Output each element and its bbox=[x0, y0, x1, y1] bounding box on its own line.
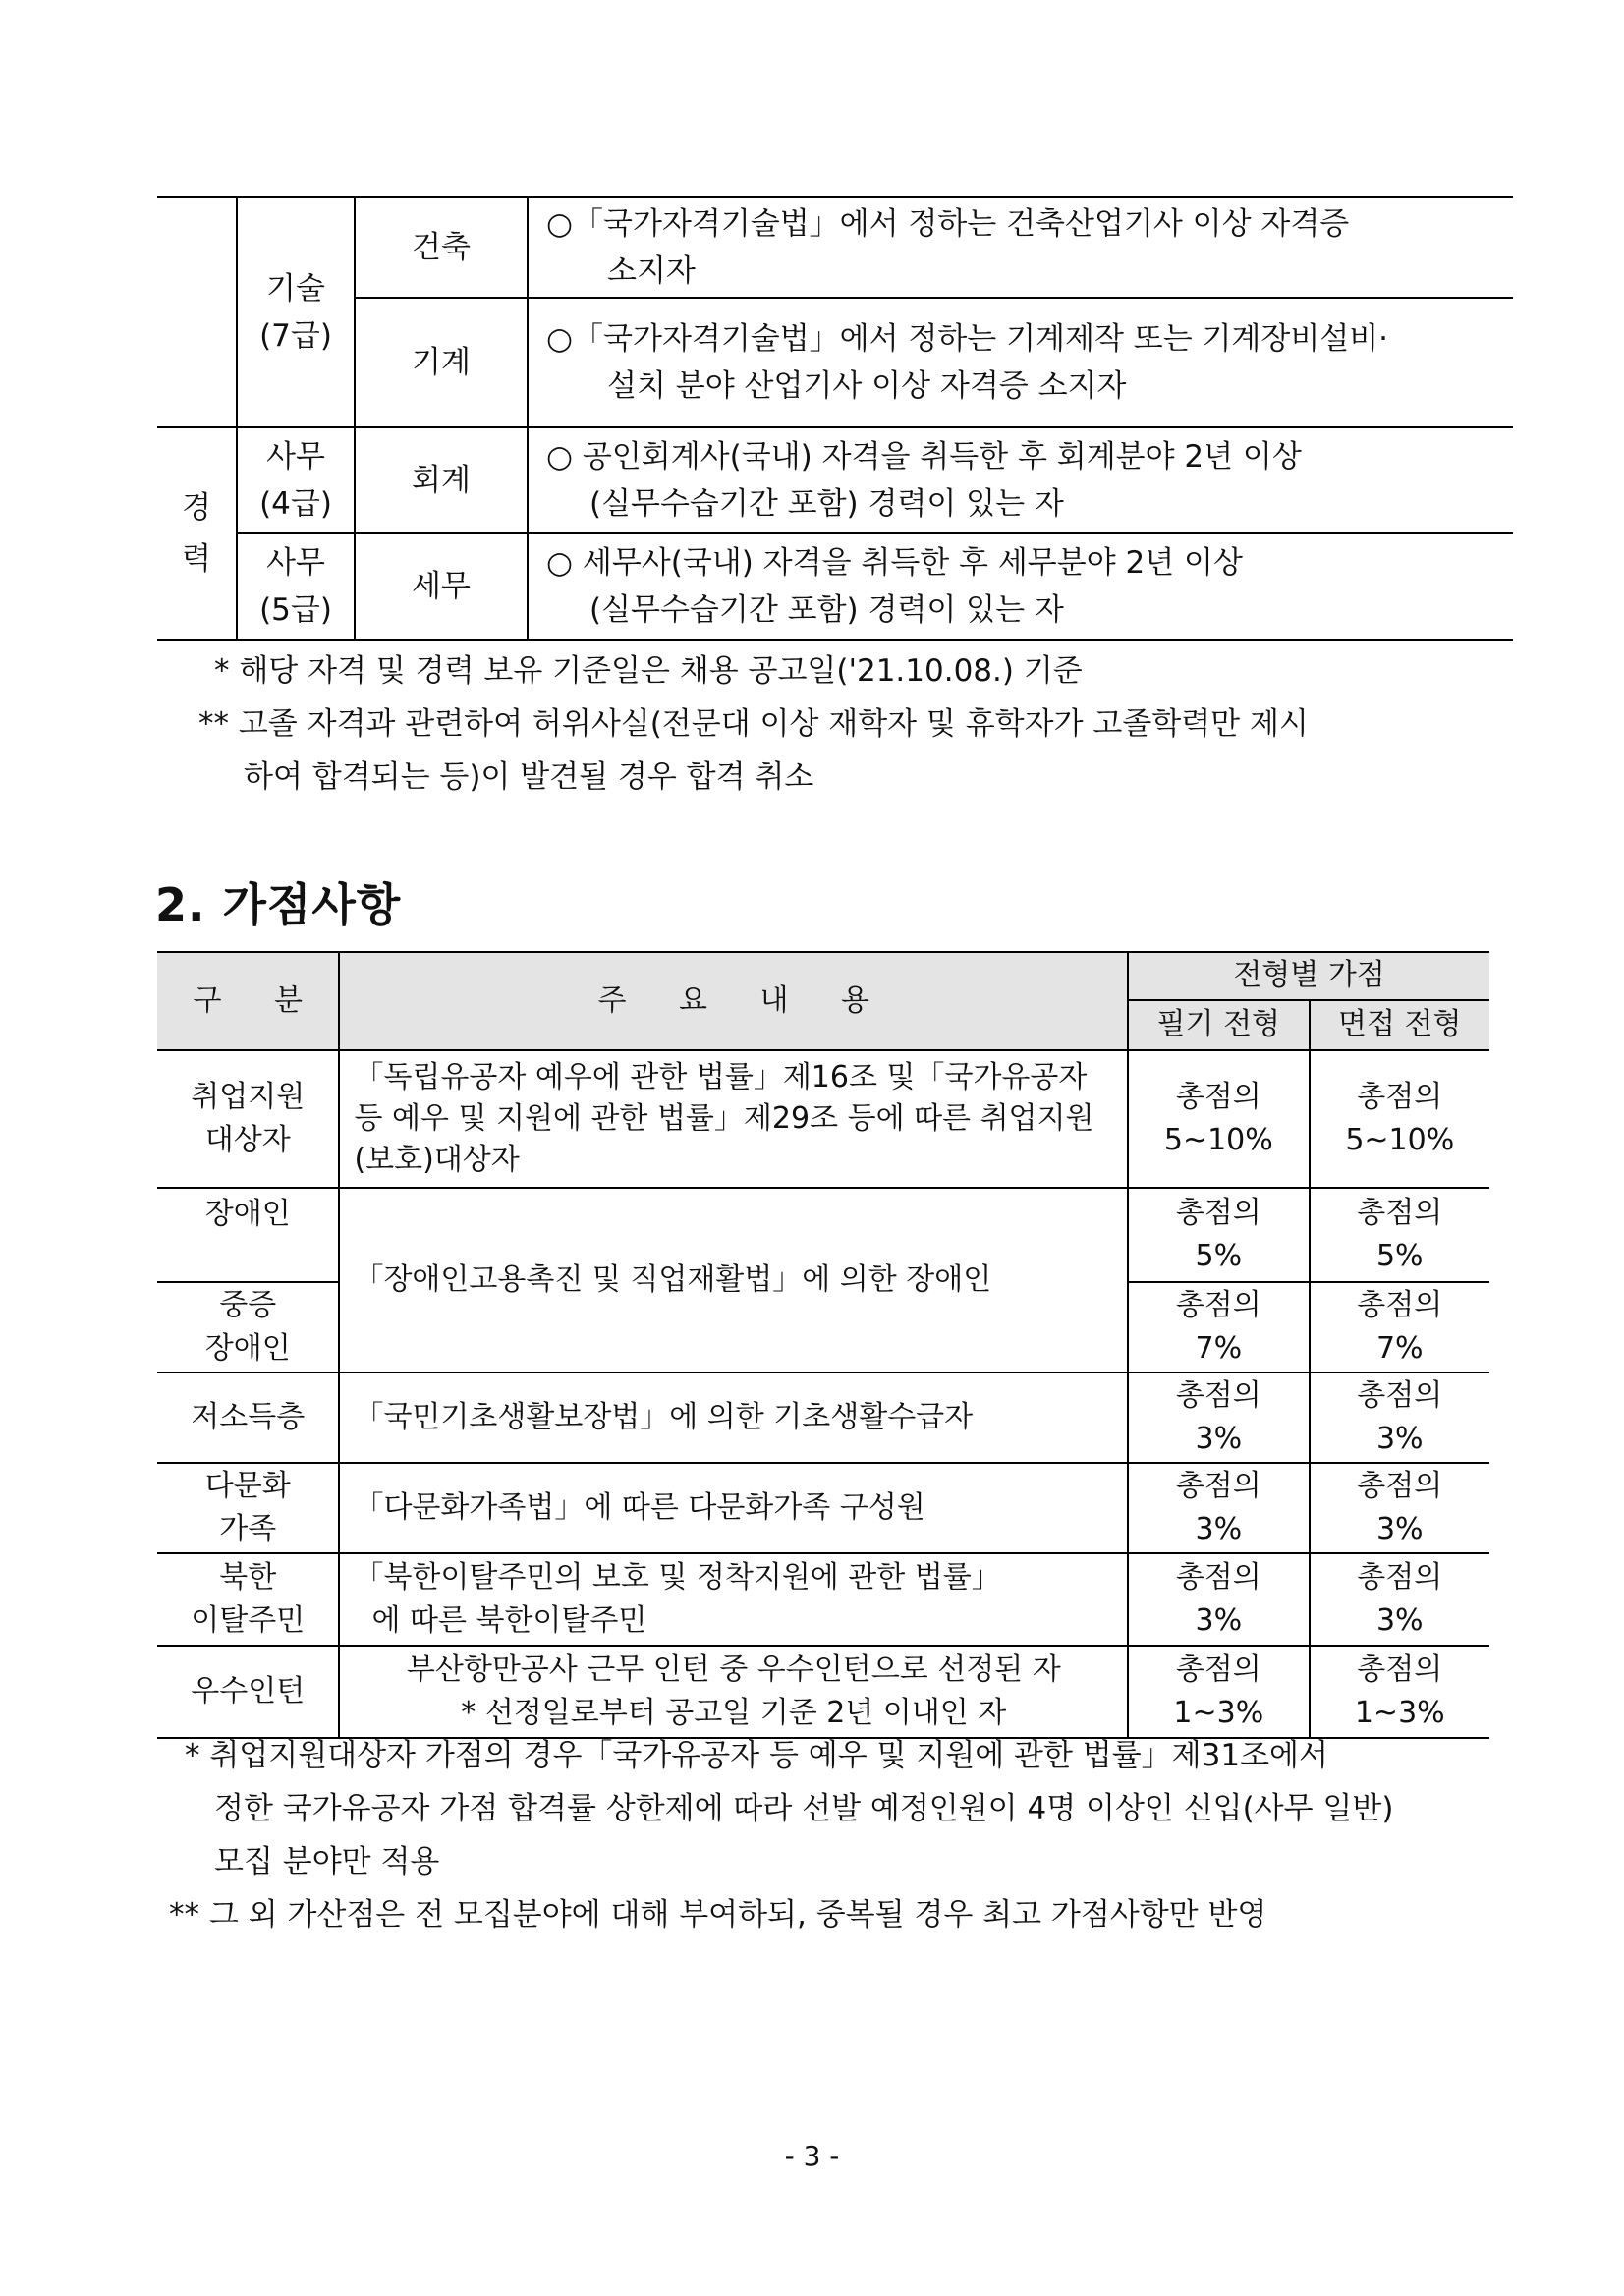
table-row bbox=[157, 1553, 1489, 1646]
table-row bbox=[157, 1372, 1489, 1463]
written-points: 총점의 3% bbox=[1128, 1463, 1309, 1553]
interview-points: 총점의 5~10% bbox=[1310, 1050, 1489, 1188]
description-cell bbox=[528, 533, 1513, 640]
field-cell: 건축 bbox=[355, 197, 528, 298]
description-line: (실무수습기간 포함) 경력이 있는 자 bbox=[589, 592, 1064, 628]
header-interview: 면접 전형 bbox=[1310, 1000, 1489, 1050]
note-line: * 취업지원대상자 가점의 경우「국가유공자 등 예우 및 지원에 관한 법률」제31조에서 bbox=[185, 1738, 1328, 1773]
header-written: 필기 전형 bbox=[1128, 1000, 1309, 1050]
note-line: ** 고졸 자격과 관련하여 허위사실(전문대 이상 재학자 및 휴학자가 고졸학력만 제시 bbox=[198, 706, 1309, 742]
header-category: 구 분 bbox=[157, 952, 339, 1050]
row-label: 중증 장애인 bbox=[157, 1282, 339, 1372]
description-line: 설치 분야 산업기사 이상 자격증 소지자 bbox=[607, 368, 1127, 404]
notes-block bbox=[198, 698, 1309, 804]
interview-points: 총점의 7% bbox=[1310, 1282, 1489, 1372]
table-row bbox=[157, 1050, 1489, 1188]
header-group: 전형별 가점 bbox=[1128, 952, 1489, 1000]
bonus-points-table bbox=[157, 951, 1489, 1739]
table-row bbox=[157, 1188, 1489, 1282]
field-cell: 세무 bbox=[355, 533, 528, 640]
category-cell bbox=[237, 427, 355, 533]
row-label: 우수인턴 bbox=[157, 1646, 339, 1738]
interview-points: 총점의 1~3% bbox=[1310, 1646, 1489, 1738]
row-label: 북한 이탈주민 bbox=[157, 1553, 339, 1646]
table-header-row bbox=[157, 952, 1489, 1000]
notes-block bbox=[214, 644, 1083, 698]
interview-points: 총점의 3% bbox=[1310, 1463, 1489, 1553]
table-row bbox=[157, 1646, 1489, 1738]
row-label: 장애인 bbox=[157, 1188, 339, 1282]
description-cell bbox=[528, 298, 1513, 427]
category-cell bbox=[237, 533, 355, 640]
note-line: ** 그 외 가산점은 전 모집분야에 대해 부여하되, 중복될 경우 최고 가점사항만 반영 bbox=[169, 1897, 1267, 1932]
category-grade: (5급) bbox=[259, 592, 332, 628]
category-cell bbox=[237, 197, 355, 427]
category-grade: (7급) bbox=[259, 318, 332, 354]
section-heading: 2. 가점사항 bbox=[155, 878, 402, 931]
group-cell bbox=[157, 427, 237, 640]
interview-points: 총점의 5% bbox=[1310, 1188, 1489, 1282]
row-label: 취업지원 대상자 bbox=[157, 1050, 339, 1188]
description-line: 소지자 bbox=[607, 253, 696, 289]
interview-points: 총점의 3% bbox=[1310, 1372, 1489, 1463]
table-row bbox=[157, 298, 1513, 427]
description-line: ○ 세무사(국내) 자격을 취득한 후 세무분야 2년 이상 bbox=[546, 545, 1243, 581]
category-label: 기술 bbox=[266, 271, 325, 307]
category-label: 사무 bbox=[266, 439, 325, 475]
qualification-table bbox=[157, 196, 1513, 641]
written-points: 총점의 7% bbox=[1128, 1282, 1309, 1372]
written-points: 총점의 1~3% bbox=[1128, 1646, 1309, 1738]
description-line: ○「국가자격기술법」에서 정하는 건축산업기사 이상 자격증 bbox=[546, 206, 1350, 242]
description-cell bbox=[528, 197, 1513, 298]
description-line: ○「국가자격기술법」에서 정하는 기계제작 또는 기계장비설비· bbox=[546, 321, 1389, 357]
row-label: 다문화 가족 bbox=[157, 1463, 339, 1553]
table-row bbox=[157, 197, 1513, 298]
description-line: (실무수습기간 포함) 경력이 있는 자 bbox=[589, 486, 1064, 522]
table-row bbox=[157, 1463, 1489, 1553]
row-content: 「장애인고용촉진 및 직업재활법」에 의한 장애인 bbox=[339, 1188, 1128, 1372]
group-label: 경 bbox=[182, 490, 211, 526]
table-row bbox=[157, 427, 1513, 533]
written-points: 총점의 5~10% bbox=[1128, 1050, 1309, 1188]
table-row bbox=[157, 533, 1513, 640]
written-points: 총점의 5% bbox=[1128, 1188, 1309, 1282]
page-number: - 3 - bbox=[784, 2140, 840, 2172]
category-grade: (4급) bbox=[259, 486, 332, 522]
group-label: 력 bbox=[182, 541, 211, 577]
row-label: 저소득층 bbox=[157, 1372, 339, 1463]
field-cell: 회계 bbox=[355, 427, 528, 533]
notes-block bbox=[169, 1888, 1266, 1941]
category-label: 사무 bbox=[266, 545, 325, 581]
interview-points: 총점의 3% bbox=[1310, 1553, 1489, 1646]
description-line: ○ 공인회계사(국내) 자격을 취득한 후 회계분야 2년 이상 bbox=[546, 439, 1302, 475]
header-content: 주 요 내 용 bbox=[339, 952, 1128, 1050]
description-cell bbox=[528, 427, 1513, 533]
note-line: * 해당 자격 및 경력 보유 기준일은 채용 공고일('21.10.08.) 기준 bbox=[214, 653, 1083, 689]
note-line: 하여 합격되는 등)이 발견될 경우 합격 취소 bbox=[244, 759, 814, 795]
row-content: 「북한이탈주민의 보호 및 정착지원에 관한 법률」 에 따른 북한이탈주민 bbox=[339, 1553, 1128, 1646]
notes-block bbox=[185, 1729, 1393, 1888]
written-points: 총점의 3% bbox=[1128, 1372, 1309, 1463]
row-content: 「다문화가족법」에 따른 다문화가족 구성원 bbox=[339, 1463, 1128, 1553]
group-cell bbox=[157, 197, 237, 427]
field-cell: 기계 bbox=[355, 298, 528, 427]
note-line: 정한 국가유공자 가점 합격률 상한제에 따라 선발 예정인원이 4명 이상인 신입(사무 일반) bbox=[214, 1791, 1394, 1826]
row-content: 「독립유공자 예우에 관한 법률」제16조 및「국가유공자등 예우 및 지원에 관한 법률」제29조 등에 따른 취업지원(보호)대상자 bbox=[339, 1050, 1128, 1188]
written-points: 총점의 3% bbox=[1128, 1553, 1309, 1646]
row-content: 「국민기초생활보장법」에 의한 기초생활수급자 bbox=[339, 1372, 1128, 1463]
row-content: 부산항만공사 근무 인턴 중 우수인턴으로 선정된 자 * 선정일로부터 공고일 기준 2년 이내인 자 bbox=[339, 1646, 1128, 1738]
note-line: 모집 분야만 적용 bbox=[214, 1844, 440, 1879]
